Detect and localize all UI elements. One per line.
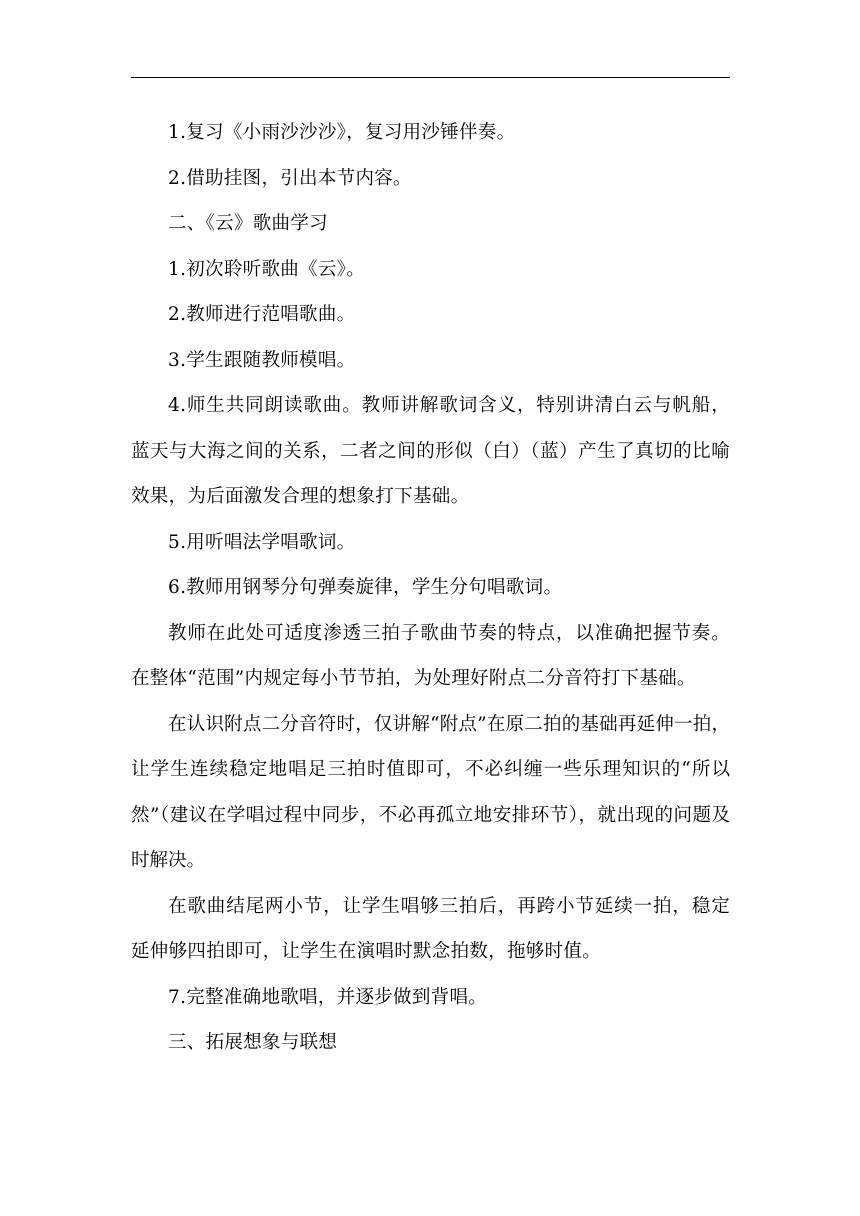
paragraph-review-song: 1.复习《小雨沙沙沙》，复习用沙锤伴奏。 — [168, 122, 516, 143]
paragraph-read-lyrics: 4.师生共同朗读歌曲。教师讲解歌词含义，特别讲清白云与帆船，蓝天与大海之间的关系，二者之间的形似（白）（蓝）产生了真切的比喻效果，为后面激发合理的想象打下基础。 — [131, 395, 730, 507]
paragraph-piano-melody: 6.教师用钢琴分句弹奏旋律，学生分句唱歌词。 — [168, 577, 563, 598]
paragraph-teacher-demo: 2.教师进行范唱歌曲。 — [168, 304, 356, 325]
paragraph-wall-chart: 2.借助挂图，引出本节内容。 — [168, 167, 412, 189]
paragraph-first-listen: 1.初次聆听歌曲《云》。 — [168, 258, 366, 280]
paragraph-student-imitate: 3.学生跟随教师模唱。 — [168, 349, 356, 371]
section-heading-imagination: 三、拓展想象与联想 — [168, 1032, 338, 1053]
header-rule — [131, 77, 730, 78]
document-body — [131, 110, 730, 1066]
paragraph-full-singing: 7.完整准确地歌唱，并逐步做到背唱。 — [168, 986, 488, 1008]
paragraph-ending-bars: 在歌曲结尾两小节，让学生唱够三拍后，再跨小节延续一拍，稳定延伸够四拍即可，让学生在演唱时默念拍数，拖够时值。 — [131, 895, 730, 962]
paragraph-dotted-half-note: 在认识附点二分音符时，仅讲解“附点”在原二拍的基础再延伸一拍，让学生连续稳定地唱足三拍时值即可，不必纠缠一些乐理知识的“所以然”（建议在学唱过程中同步，不必再孤立地安排环节），就出现的问题及时解决。 — [131, 713, 730, 871]
paragraph-triple-meter: 教师在此处可适度渗透三拍子歌曲节奏的特点，以准确把握节奏。在整体“范围”内规定每小节节拍，为处理好附点二分音符打下基础。 — [131, 622, 730, 689]
section-heading-song-learning: 二、《云》歌曲学习 — [168, 213, 328, 234]
paragraph-learn-lyrics: 5.用听唱法学唱歌词。 — [168, 531, 356, 553]
